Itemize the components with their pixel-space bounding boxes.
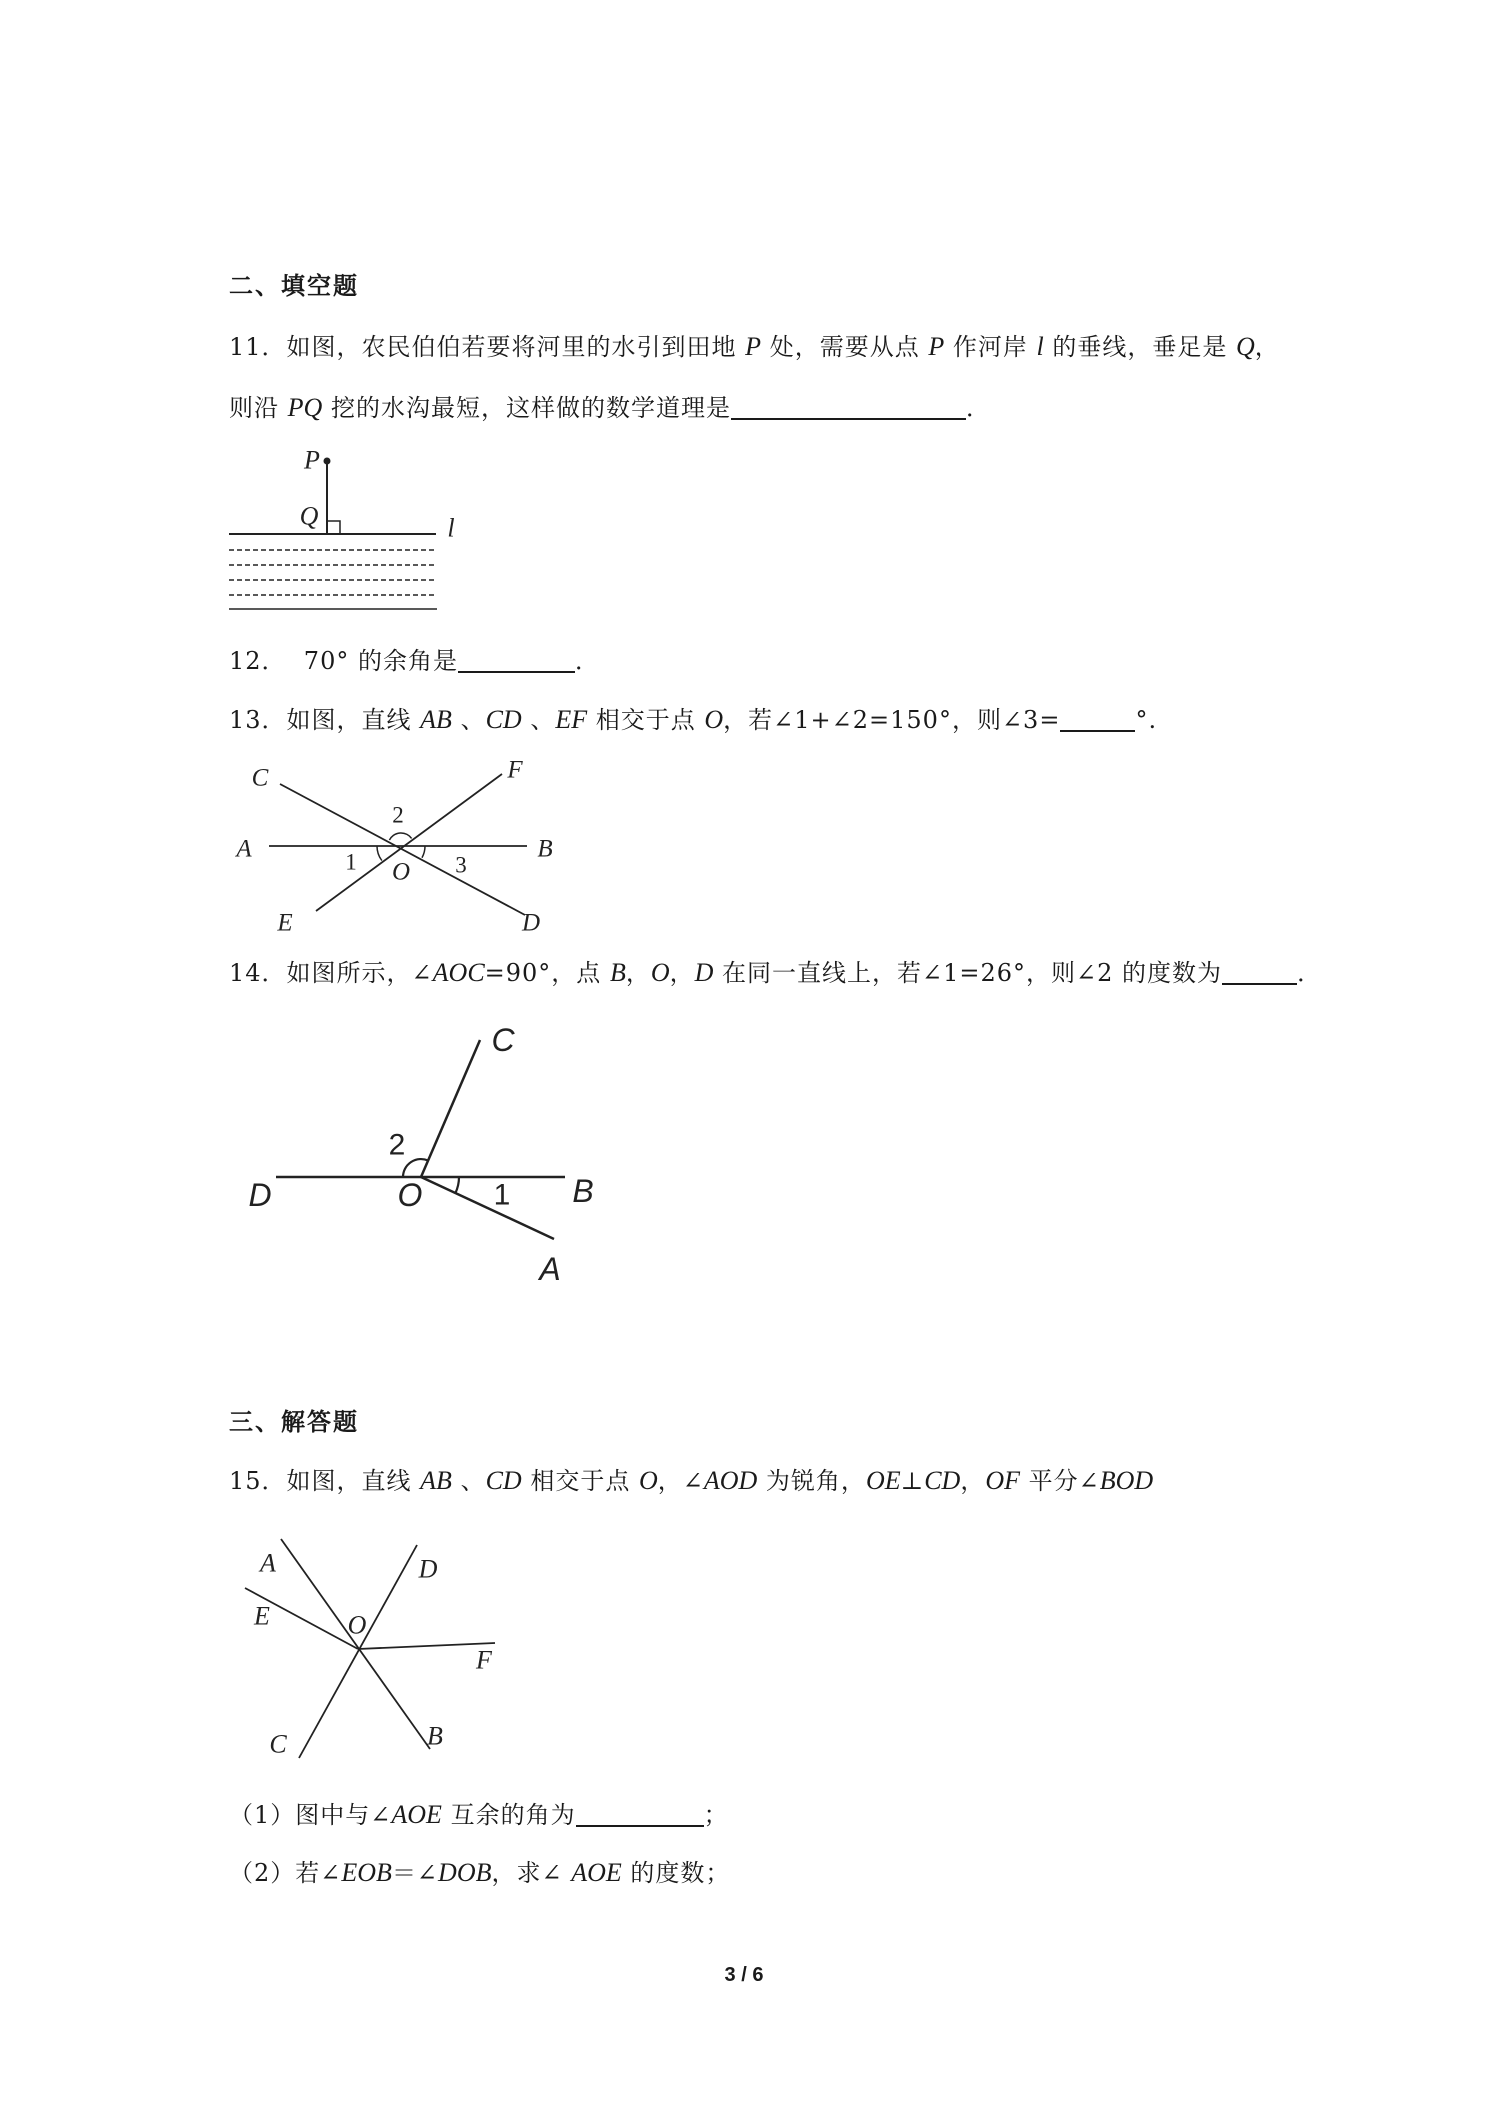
label-c: C — [491, 1022, 515, 1058]
q15-variable: OE — [865, 1466, 901, 1495]
q13-text: 、 — [521, 706, 556, 734]
q15-variable: CD — [924, 1466, 961, 1495]
ray-oc — [421, 1040, 480, 1177]
label-b: B — [572, 1173, 594, 1209]
q14-variable: B — [609, 958, 626, 987]
q14-text: 14．如图所示，∠ — [229, 959, 433, 987]
q12-line — [229, 645, 600, 677]
q15-sub1-text: ； — [703, 1801, 729, 1829]
label-a: A — [236, 835, 252, 863]
q11-text: 11．如图，农民伯伯若要将河里的水引到田地 — [229, 333, 746, 361]
q14-text: ． — [1297, 959, 1323, 987]
q14-variable: O — [650, 958, 670, 987]
q14-variable: D — [694, 958, 714, 987]
q11-text: 处，需要从点 — [761, 333, 929, 361]
q12-text: 12． 70° 的余角是 — [229, 647, 458, 675]
q12-answer-blank — [458, 645, 575, 673]
line-cd — [299, 1545, 417, 1758]
right-angle-mark — [327, 521, 340, 534]
q15-sub1-text: （1）图中与∠ — [229, 1801, 392, 1829]
q14-text: ， — [625, 959, 651, 987]
q15-sub2-variable: DOB — [438, 1858, 492, 1887]
ray-of — [358, 1643, 495, 1649]
line-ab — [281, 1539, 430, 1749]
label-e: E — [277, 909, 293, 937]
q15-sub2-text: ，求∠ — [491, 1859, 572, 1887]
q14-answer-blank — [1222, 957, 1297, 985]
q11-text: ， — [1254, 333, 1280, 361]
q13-line — [229, 704, 1157, 736]
page-number: 3 / 6 — [724, 1964, 764, 1986]
q14-text: 在同一直线上，若∠1=26°，则∠2 的度数为 — [713, 959, 1223, 987]
q15-line — [229, 1465, 1153, 1497]
q15-figure — [230, 1530, 530, 1780]
q11-variable: PQ — [287, 393, 323, 422]
q15-subquestion-1 — [229, 1799, 729, 1831]
q13-figure — [230, 750, 580, 950]
q13-answer-blank — [1060, 704, 1135, 732]
label-a: A — [539, 1251, 561, 1287]
label-q: Q — [299, 501, 319, 531]
q13-text: °. — [1135, 706, 1158, 734]
label-d: D — [248, 1177, 272, 1213]
q15-text: ， — [960, 1467, 986, 1495]
label-a: A — [260, 1548, 276, 1578]
q15-variable: OF — [985, 1466, 1020, 1495]
q11-variable: P — [745, 332, 762, 361]
q15-text: 平分∠ — [1019, 1467, 1100, 1495]
q13-variable: O — [704, 705, 724, 734]
q15-sub1-text: 互余的角为 — [441, 1801, 576, 1829]
section-answer-heading: 三、解答题 — [229, 1407, 359, 1436]
q11-line-1 — [229, 331, 1280, 363]
q15-text: ，∠ — [657, 1467, 704, 1495]
label-angle-1: 1 — [345, 849, 357, 875]
ray-oa — [421, 1177, 554, 1239]
label-d: D — [521, 909, 541, 937]
q14-variable: AOC — [432, 958, 485, 987]
label-c: C — [269, 1729, 287, 1759]
angle-2-arc — [389, 833, 411, 840]
q15-text: 相交于点 — [521, 1467, 639, 1495]
label-f: F — [507, 756, 523, 784]
q11-variable: P — [928, 332, 945, 361]
label-c: C — [251, 764, 269, 792]
q15-variable: CD — [485, 1466, 522, 1495]
label-e: E — [254, 1601, 270, 1631]
q15-sub1-answer-blank — [576, 1799, 704, 1827]
q11-figure — [200, 440, 500, 630]
q15-sub1-variable: AOE — [391, 1800, 442, 1829]
q15-sub2-variable: AOE — [571, 1858, 622, 1887]
q12-text: ． — [574, 647, 600, 675]
label-p: P — [304, 445, 320, 475]
q14-text: ， — [669, 959, 695, 987]
q11-text: 挖的水沟最短，这样做的数学道理是 — [322, 394, 731, 422]
label-o: O — [397, 1177, 423, 1213]
q11-line-2 — [229, 392, 991, 424]
label-o: O — [347, 1610, 367, 1640]
angle-1-arc — [455, 1177, 459, 1193]
q11-text: 则沿 — [229, 394, 288, 422]
q15-sub2-variable: EOB — [341, 1858, 392, 1887]
label-b: B — [427, 1721, 443, 1751]
label-o: O — [391, 858, 411, 886]
q13-text: 13．如图，直线 — [229, 706, 421, 734]
angle-3-arc — [422, 846, 425, 858]
label-angle-2: 2 — [392, 802, 404, 828]
q15-text: 为锐角， — [757, 1467, 866, 1495]
q11-text: 作河岸 — [944, 333, 1037, 361]
q13-variable: AB — [420, 705, 452, 734]
q15-variable: AOD — [703, 1466, 758, 1495]
label-b: B — [537, 835, 553, 863]
q11-text: ． — [965, 394, 991, 422]
q11-variable: Q — [1235, 332, 1255, 361]
q13-text: ，若∠1+∠2=150°，则∠3= — [723, 706, 1061, 734]
label-l: l — [447, 513, 455, 543]
q13-text: 相交于点 — [587, 706, 705, 734]
q15-variable: BOD — [1099, 1466, 1154, 1495]
q13-variable: CD — [485, 705, 522, 734]
label-angle-3: 3 — [455, 852, 467, 878]
angle-1-arc — [377, 846, 382, 861]
q13-text: 、 — [451, 706, 486, 734]
q15-sub2-text: 的度数； — [621, 1859, 731, 1887]
label-f: F — [476, 1645, 492, 1675]
q14-line — [229, 957, 1322, 989]
q15-sub2-text: （2）若∠ — [229, 1859, 342, 1887]
label-angle-2: 2 — [388, 1128, 406, 1162]
q15-variable: AB — [420, 1466, 452, 1495]
label-d: D — [418, 1554, 438, 1584]
q11-answer-blank — [731, 392, 966, 420]
q14-text: =90°，点 — [484, 959, 610, 987]
line-ef — [316, 774, 502, 911]
q15-text: ⊥ — [900, 1467, 925, 1495]
q15-subquestion-2 — [229, 1857, 730, 1889]
q15-text: 15．如图，直线 — [229, 1467, 421, 1495]
q15-text: 、 — [451, 1467, 486, 1495]
label-angle-1: 1 — [493, 1178, 511, 1212]
q11-text: 的垂线，垂足是 — [1043, 333, 1236, 361]
q11-variable: l — [1036, 332, 1044, 361]
q13-variable: EF — [555, 705, 588, 734]
q15-variable: O — [638, 1466, 658, 1495]
section-fill-heading: 二、填空题 — [229, 271, 359, 300]
q15-sub2-text: ＝∠ — [391, 1859, 439, 1887]
q14-figure — [230, 1010, 630, 1290]
